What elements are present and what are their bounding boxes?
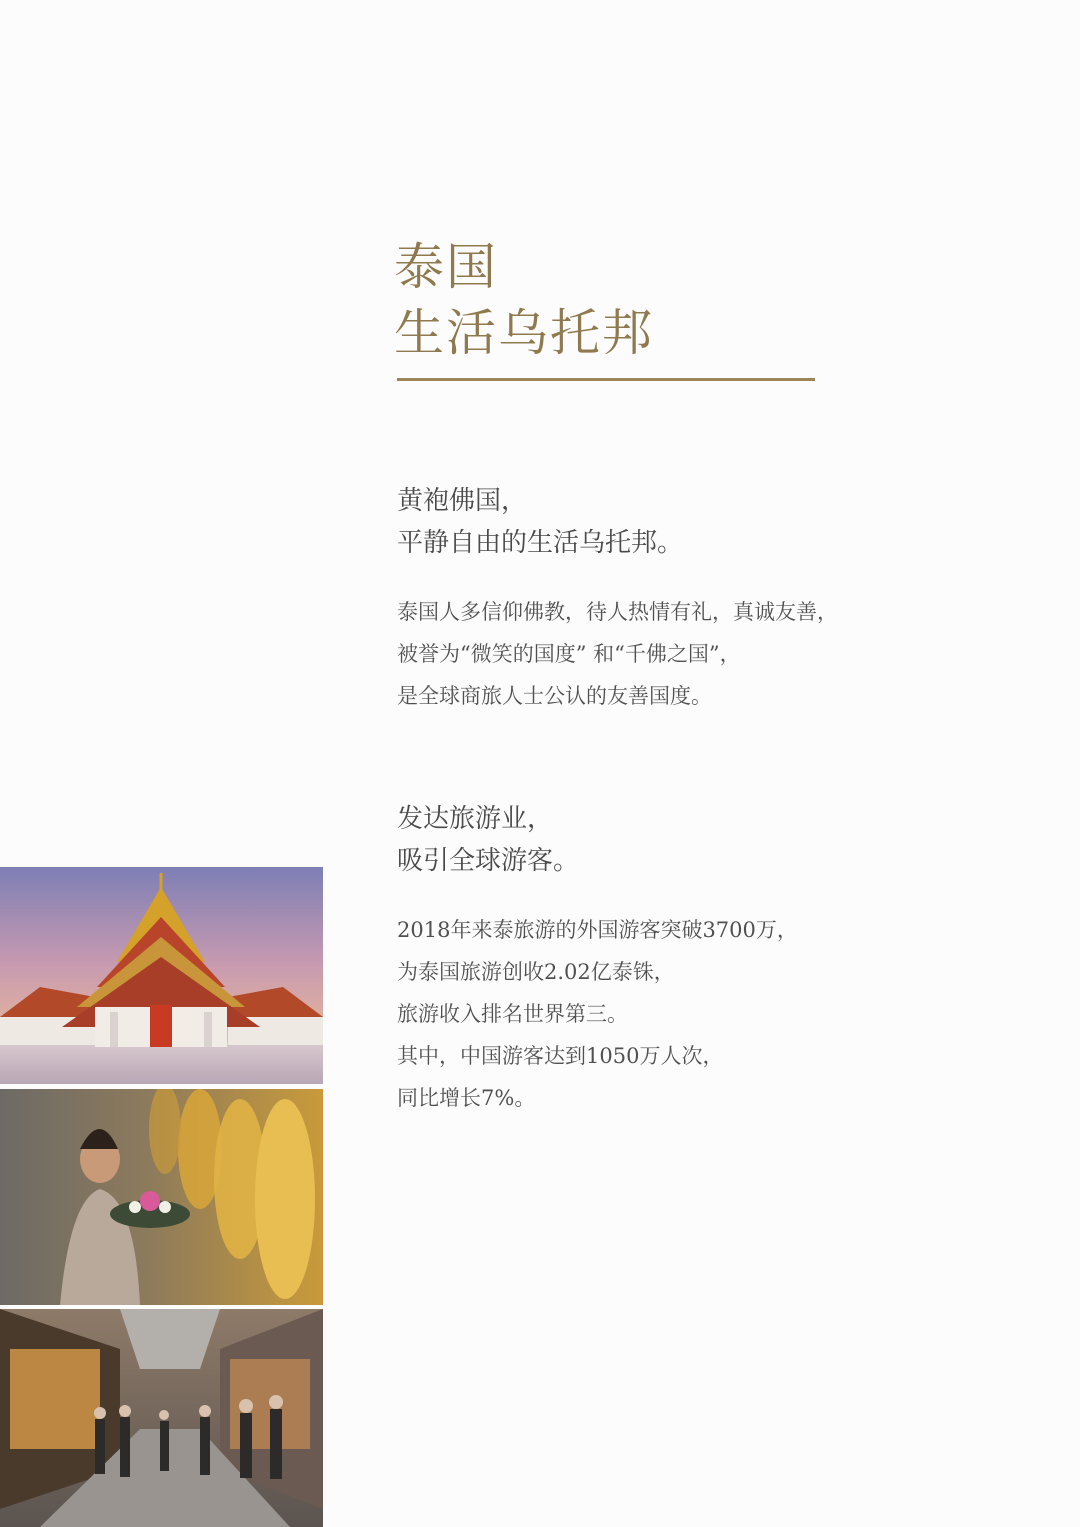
section-1-heading-line: 黄袍佛国， xyxy=(397,486,528,516)
section-2-body xyxy=(397,909,798,1119)
page-title xyxy=(394,234,654,366)
shopping-street-photo xyxy=(0,1309,323,1527)
section-2-heading-line: 吸引全球游客。 xyxy=(397,846,580,876)
section-1-body-line: 是全球商旅人士公认的友善国度。 xyxy=(397,684,712,708)
section-2-body-line: 为泰国旅游创收2.02亿泰铢， xyxy=(397,960,675,984)
temple-photo xyxy=(0,867,323,1084)
title-line-1: 泰国 xyxy=(394,238,498,296)
section-1-body xyxy=(397,591,838,717)
section-1-heading-line: 平静自由的生活乌托邦。 xyxy=(397,528,684,558)
section-2-body-line: 同比增长7%。 xyxy=(397,1086,536,1110)
section-2-heading xyxy=(397,798,579,882)
section-2-body-line: 其中，中国游客达到1050万人次， xyxy=(397,1044,724,1068)
title-line-2: 生活乌托邦 xyxy=(394,304,654,362)
section-1-body-line: 被誉为“微笑的国度” 和“千佛之国”， xyxy=(397,642,741,666)
thai-woman-offering-photo xyxy=(0,1089,323,1305)
title-divider xyxy=(397,378,815,381)
section-1-heading xyxy=(397,480,683,564)
section-2-body-line: 2018年来泰旅游的外国游客突破3700万， xyxy=(397,918,798,942)
section-1-body-line: 泰国人多信仰佛教，待人热情有礼，真诚友善， xyxy=(397,600,838,624)
section-2-body-line: 旅游收入排名世界第三。 xyxy=(397,1002,628,1026)
section-2-heading-line: 发达旅游业， xyxy=(397,804,554,834)
